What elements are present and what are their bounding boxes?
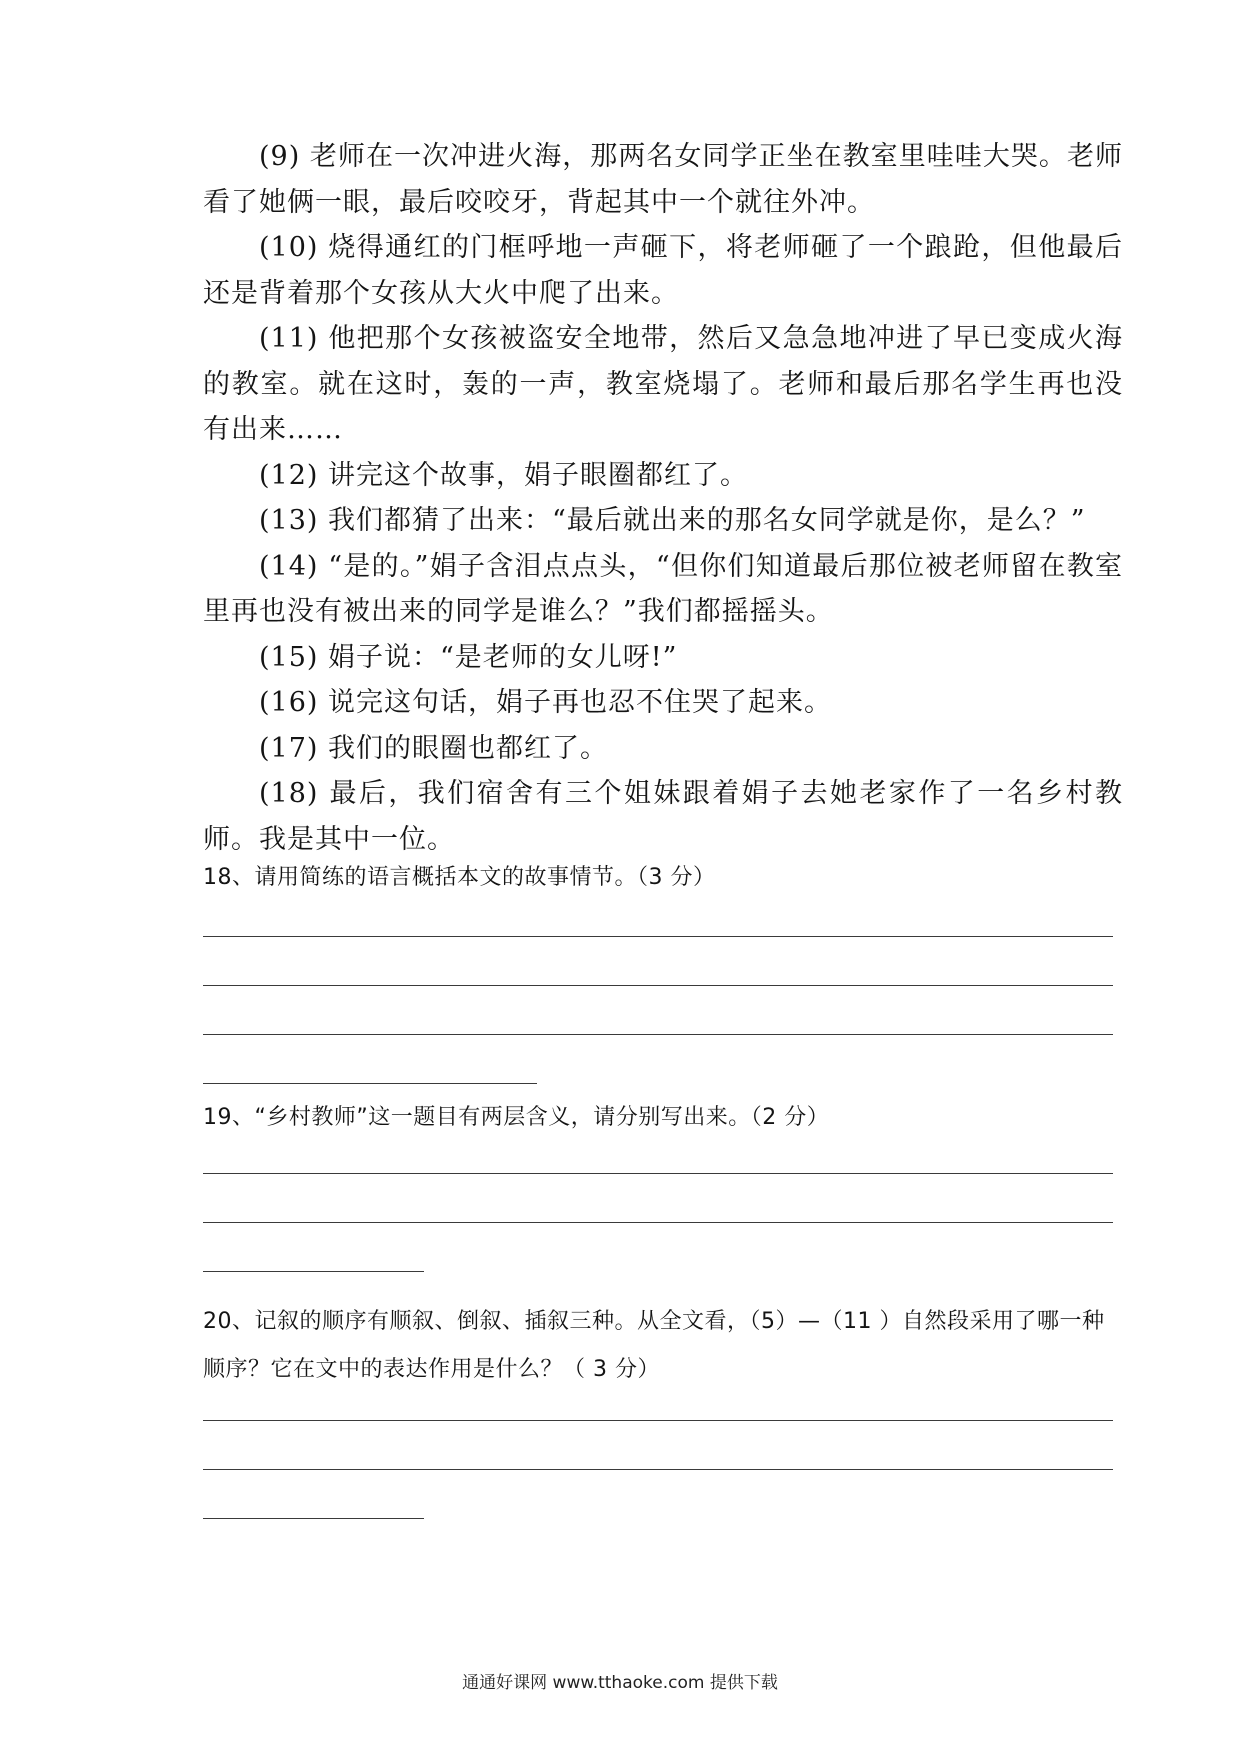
paragraph-16: (16) 说完这句话，娟子再也忍不住哭了起来。 bbox=[259, 687, 833, 718]
answer-line[interactable] bbox=[203, 1173, 1113, 1174]
answer-line[interactable] bbox=[203, 1271, 424, 1272]
paragraph-13: (13) 我们都猜了出来：“最后就出来的那名女同学就是你，是么？” bbox=[259, 505, 1086, 536]
answer-line[interactable] bbox=[203, 1222, 1113, 1223]
answer-line[interactable] bbox=[203, 1034, 1113, 1035]
question-20 bbox=[203, 1298, 1123, 1538]
paragraph-9: (9) 老师在一次冲进火海，那两名女同学正坐在教室里哇哇大哭。老师看了她俩一眼，最后咬咬牙，背起其中一个就往外冲。 bbox=[203, 141, 1123, 218]
paragraph-10: (10) 烧得通红的门框呼地一声砸下，将老师砸了一个踉跄，但他最后还是背着那个女孩从大火中爬了出来。 bbox=[203, 232, 1123, 309]
question-19-text: 19、“乡村教师”这一题目有两层含义，请分别写出来。（2 分） bbox=[203, 1105, 830, 1130]
paragraph-14: (14) “是的。”娟子含泪点点头，“但你们知道最后那位被老师留在教室里再也没有被出来的同学是谁么？”我们都摇摇头。 bbox=[203, 550, 1123, 627]
answer-line[interactable] bbox=[203, 1420, 1113, 1421]
question-18-text: 18、请用简练的语言概括本文的故事情节。（3 分） bbox=[203, 865, 716, 890]
paragraph-15: (15) 娟子说：“是老师的女儿呀!” bbox=[259, 641, 678, 673]
answer-line[interactable] bbox=[203, 936, 1113, 937]
reading-passage bbox=[203, 134, 1123, 862]
paragraph-12: (12) 讲完这个故事，娟子眼圈都红了。 bbox=[259, 459, 749, 491]
paragraph-18: (18) 最后，我们宿舍有三个姐妹跟着娟子去她老家作了一名乡村教师。我是其中一位。 bbox=[203, 778, 1123, 855]
answer-line[interactable] bbox=[203, 1083, 537, 1084]
question-20-text: 20、记叙的顺序有顺叙、倒叙、插叙三种。从全文看，（5）—（11 ）自然段采用了哪一种顺序？它在文中的表达作用是什么？（ 3 分） bbox=[203, 1309, 1105, 1382]
question-19 bbox=[203, 1094, 1123, 1294]
answer-line[interactable] bbox=[203, 1469, 1113, 1470]
answer-line[interactable] bbox=[203, 985, 1113, 986]
paragraph-11: (11) 他把那个女孩被盗安全地带，然后又急急地冲进了早已变成火海的教室。就在这时，轰的一声，教室烧塌了。老师和最后那名学生再也没有出来…… bbox=[203, 323, 1123, 445]
answer-line[interactable] bbox=[203, 1518, 424, 1519]
question-18 bbox=[203, 854, 1123, 1094]
page-footer: 通通好课网 www.tthaoke.com 提供下载 bbox=[462, 1673, 778, 1693]
paragraph-17: (17) 我们的眼圈也都红了。 bbox=[259, 732, 609, 764]
